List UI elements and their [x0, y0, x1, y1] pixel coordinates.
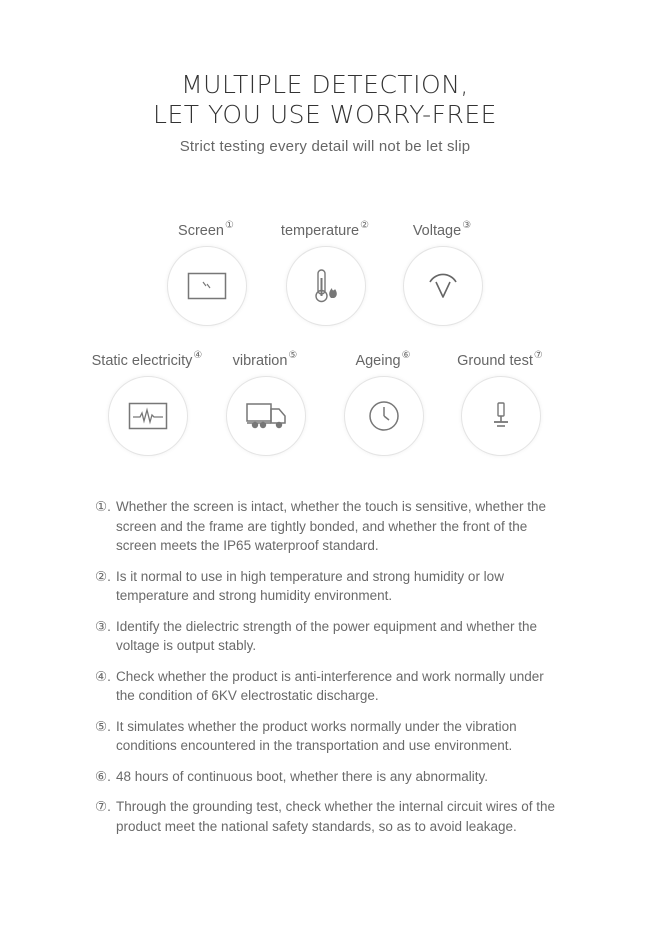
test-label: Ground test⑦ [457, 350, 543, 369]
note-item [95, 617, 555, 656]
note-number: ⑦. [95, 799, 111, 814]
note-text: It simulates whether the product works normally under the vibration conditions encountered in the transportation and use environment. [116, 718, 517, 753]
test-icon-circle [344, 376, 424, 456]
note-text: Identify the dielectric strength of the power equipment and whether the voltage is output stably. [116, 618, 538, 653]
note-number: ⑤. [95, 718, 111, 734]
test-label: Voltage③ [412, 220, 472, 239]
note-number: ③. [95, 618, 111, 634]
note-number: ④. [95, 668, 111, 684]
title-line-2: LET YOU USE WORRY-FREE [153, 100, 497, 129]
screen-icon [187, 272, 227, 300]
note-item [95, 797, 555, 836]
title-line-1: MULTIPLE DETECTION, [181, 70, 469, 99]
notes-list [95, 497, 555, 847]
page-title [0, 70, 650, 130]
test-icon-circle [286, 246, 366, 326]
test-icon-circle [461, 376, 541, 456]
waveform-icon [128, 402, 168, 430]
note-item [95, 567, 555, 606]
note-text: Whether the screen is intact, whether the touch is sensitive, whether the screen and the frame are tightly bonded, and whether the front of the screen meets the IP65 waterproof standard. [116, 499, 546, 553]
note-item [95, 767, 555, 787]
ground-icon [489, 400, 513, 432]
test-icon-circle [226, 376, 306, 456]
test-label: Ageing⑥ [355, 350, 411, 369]
truck-icon [245, 401, 287, 431]
note-number: ①. [95, 499, 111, 514]
test-label: temperature② [280, 220, 370, 239]
thermometer-icon [311, 268, 341, 304]
test-label: Static electricity④ [91, 350, 203, 369]
note-text: Check whether the product is anti-interference and work normally under the condition of 6KV electrostatic discharge. [116, 668, 544, 703]
test-label: vibration⑤ [232, 350, 298, 369]
note-number: ⑥. [95, 768, 111, 784]
test-icon-circle [108, 376, 188, 456]
note-item [95, 717, 555, 756]
note-item [95, 497, 555, 556]
note-text: Through the grounding test, check whether the internal circuit wires of the product meet the national safety standards, so as to avoid leakage. [116, 799, 555, 834]
note-number: ②. [95, 568, 111, 584]
note-item [95, 667, 555, 706]
test-label: Screen① [178, 220, 234, 239]
test-icon-circle [167, 246, 247, 326]
note-text: 48 hours of continuous boot, whether there is any abnormality. [116, 768, 488, 784]
test-icon-circle [403, 246, 483, 326]
clock-icon [368, 400, 400, 432]
voltage-icon [427, 270, 459, 302]
note-text: Is it normal to use in high temperature and strong humidity or low temperature and strong humidity environment. [116, 568, 504, 603]
subtitle: Strict testing every detail will not be let slip [179, 138, 471, 155]
